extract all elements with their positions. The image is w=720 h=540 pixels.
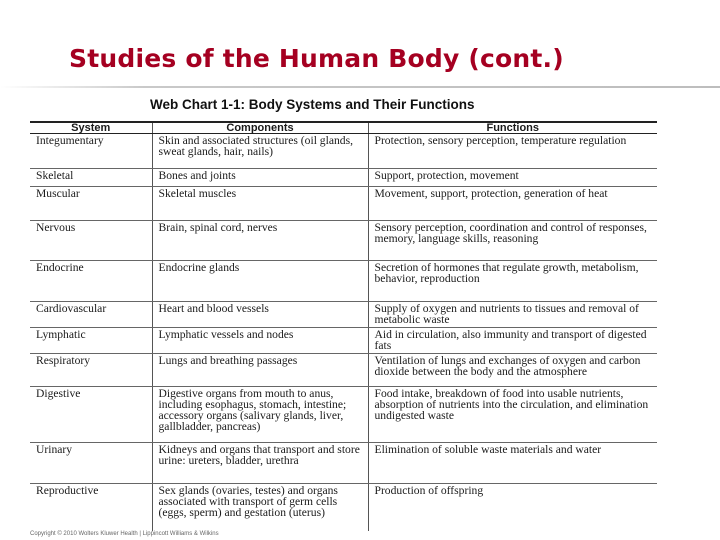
- cell-functions: Supply of oxygen and nutrients to tissues and removal of metabolic waste: [368, 302, 657, 328]
- cell-functions: Aid in circulation, also immunity and transport of digested fats: [368, 328, 657, 354]
- cell-components: Kidneys and organs that transport and store urine: ureters, bladder, urethra: [152, 443, 368, 484]
- body-systems-table-container: [30, 121, 657, 531]
- copyright-notice: Copyright © 2010 Wolters Kluwer Health | Lippincott Williams & Wilkins: [30, 531, 219, 537]
- cell-functions: Elimination of soluble waste materials and water: [368, 443, 657, 484]
- cell-components: Brain, spinal cord, nerves: [152, 221, 368, 261]
- cell-components: Lymphatic vessels and nodes: [152, 328, 368, 354]
- header-system: System: [30, 123, 152, 134]
- cell-system: Digestive: [30, 387, 152, 443]
- cell-system: Cardiovascular: [30, 302, 152, 328]
- cell-system: Lymphatic: [30, 328, 152, 354]
- table-row: [30, 443, 657, 484]
- cell-system: Reproductive: [30, 484, 152, 532]
- cell-functions: Protection, sensory perception, temperature regulation: [368, 134, 657, 169]
- cell-functions: Sensory perception, coordination and control of responses, memory, language skills, reasoning: [368, 221, 657, 261]
- cell-functions: Production of offspring: [368, 484, 657, 532]
- cell-functions: Support, protection, movement: [368, 169, 657, 187]
- cell-components: Lungs and breathing passages: [152, 354, 368, 387]
- header-components: Components: [152, 123, 368, 134]
- cell-system: Nervous: [30, 221, 152, 261]
- cell-components: Digestive organs from mouth to anus, including esophagus, stomach, intestine; accessory organs (salivary glands, liver, gallbladder, pancreas): [152, 387, 368, 443]
- cell-functions: Ventilation of lungs and exchanges of oxygen and carbon dioxide between the body and the atmosphere: [368, 354, 657, 387]
- table-row: [30, 484, 657, 532]
- cell-system: Endocrine: [30, 261, 152, 302]
- title-divider: [0, 86, 720, 88]
- cell-system: Integumentary: [30, 134, 152, 169]
- cell-functions: Food intake, breakdown of food into usable nutrients, absorption of nutrients into the circulation, and elimination undigested waste: [368, 387, 657, 443]
- cell-components: Endocrine glands: [152, 261, 368, 302]
- table-row: [30, 187, 657, 221]
- table-row: [30, 354, 657, 387]
- header-functions: Functions: [368, 123, 657, 134]
- chart-title: Web Chart 1-1: Body Systems and Their Functions: [150, 97, 475, 112]
- table-row: [30, 134, 657, 169]
- slide-title: Studies of the Human Body (cont.): [69, 44, 564, 73]
- cell-components: Heart and blood vessels: [152, 302, 368, 328]
- cell-system: Skeletal: [30, 169, 152, 187]
- table-row: [30, 328, 657, 354]
- cell-system: Respiratory: [30, 354, 152, 387]
- table-header-row: [30, 123, 657, 134]
- cell-system: Muscular: [30, 187, 152, 221]
- table-row: [30, 302, 657, 328]
- cell-functions: Secretion of hormones that regulate growth, metabolism, behavior, reproduction: [368, 261, 657, 302]
- cell-components: Bones and joints: [152, 169, 368, 187]
- cell-system: Urinary: [30, 443, 152, 484]
- cell-components: Skeletal muscles: [152, 187, 368, 221]
- table-row: [30, 261, 657, 302]
- table-row: [30, 387, 657, 443]
- cell-components: Skin and associated structures (oil glands, sweat glands, hair, nails): [152, 134, 368, 169]
- body-systems-table: [30, 123, 657, 531]
- cell-functions: Movement, support, protection, generation of heat: [368, 187, 657, 221]
- table-row: [30, 221, 657, 261]
- cell-components: Sex glands (ovaries, testes) and organs associated with transport of germ cells (eggs, sperm) and gestation (uterus): [152, 484, 368, 532]
- table-row: [30, 169, 657, 187]
